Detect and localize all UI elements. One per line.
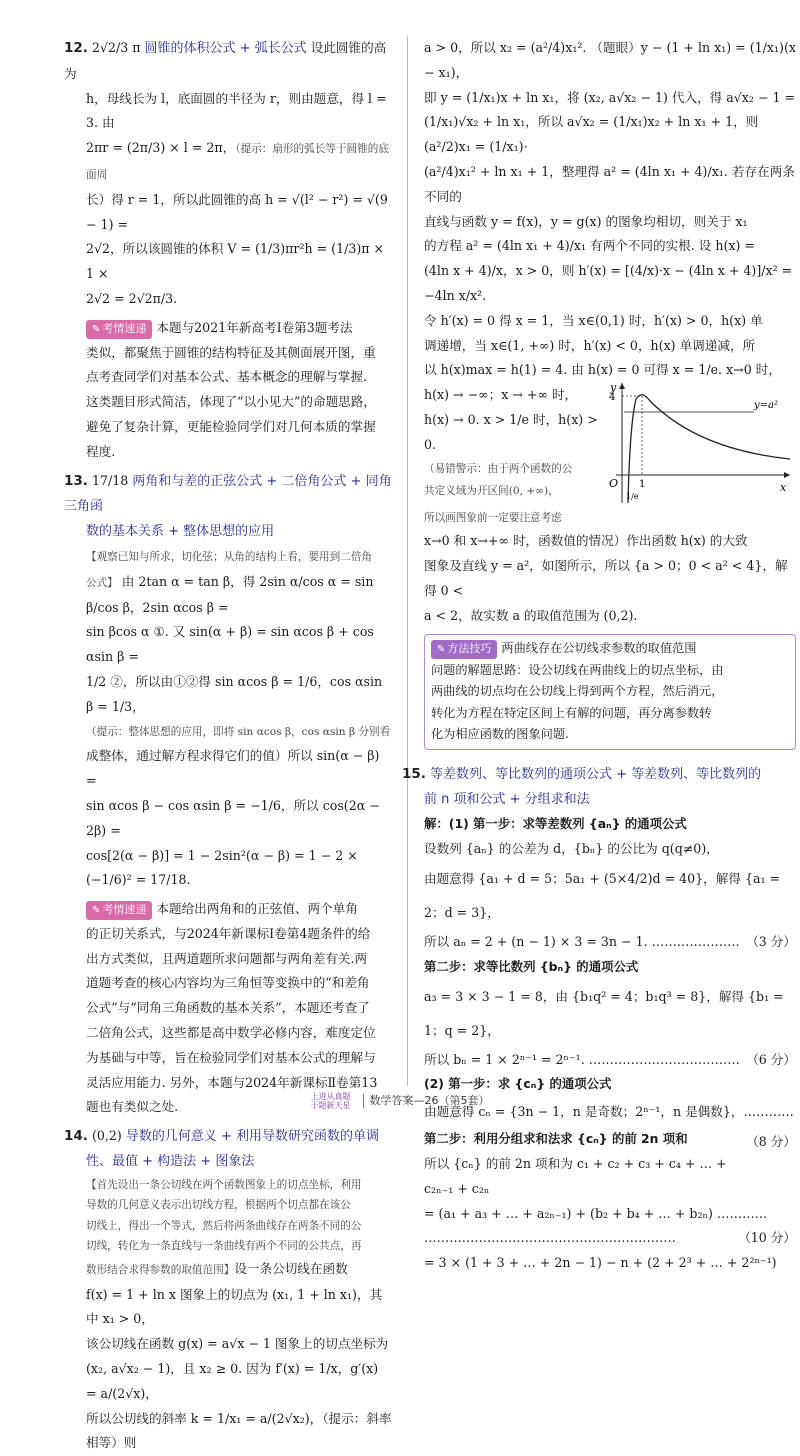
question-number: 13.	[64, 472, 88, 489]
solution-line: 长）得 r = 1，所以此圆锥的高 h = √(l² − r²) = √(9 − 1) =	[86, 191, 388, 232]
analysis-line: 的正切关系式，与2024年新课标Ⅰ卷第4题条件的给	[86, 925, 371, 941]
analysis-tag: ✎ 考情速递	[86, 320, 152, 339]
analysis-line: 为基础与中等，旨在检验同学们对基本公式的理解与	[86, 1049, 376, 1065]
solution-line: 该公切线在函数 g(x) = a√x − 1 图象上的切点坐标为	[86, 1336, 389, 1352]
question-14	[64, 1124, 392, 1150]
analysis-line: 避免了复杂计算，更能检验同学们对几何本质的掌握	[86, 418, 376, 434]
analysis-line: 类似，都聚焦于圆锥的结构特征及其侧面展开图，重	[86, 344, 376, 360]
analysis-line: 二倍角公式，这些都是高中数学必修内容，难度定位	[86, 1025, 376, 1041]
method-line: 化为相应函数的图象问题.	[431, 727, 569, 742]
hint: 切线，转化为一条直线与一条曲线有两个不同的公共点，再	[86, 1240, 362, 1253]
answer: 17/18	[91, 472, 129, 488]
hint: 共定义域为开区间(0, +∞)，	[424, 484, 559, 497]
score: （6 分）	[746, 1051, 796, 1067]
method-line: 转化为方程在特定区间上有解的问题，再分离参数转	[431, 705, 712, 720]
footer-separator	[363, 1094, 364, 1108]
solution-line: h(x) → −∞；x → +∞ 时，	[424, 387, 578, 403]
solution-line: sin βcos α ①. 又 sin(α + β) = sin αcos β + cos αsin β =	[86, 624, 374, 665]
origin-label: O	[609, 477, 619, 491]
right-column	[402, 36, 796, 1276]
method-line: 两曲线存在公切线求参数的取值范围	[501, 641, 697, 656]
step-heading: 第二步：利用分组求和法求 {cₙ} 的前 2n 项和	[424, 1131, 688, 1147]
score: （3 分）	[746, 934, 796, 950]
analysis-block	[86, 316, 392, 465]
question-number: 12.	[64, 40, 88, 56]
question-12	[64, 36, 392, 87]
method-tag: ✎ 方法技巧	[431, 640, 497, 659]
knowledge-points: 导数的几何意义 + 利用导数研究函数的单调	[125, 1129, 379, 1145]
analysis-tag: ✎ 考情速递	[86, 901, 152, 920]
knowledge-points: 等差数列、等比数列的通项公式 + 等差数列、等比数列的	[429, 766, 762, 782]
question-number: 14.	[64, 1128, 88, 1145]
question-number: 15.	[402, 765, 426, 782]
hint: 切线上，得出一个等式，然后将两条曲线存在两条不同的公	[86, 1219, 362, 1232]
solution-line: 所以 bₙ = 1 × 2ⁿ⁻¹ = 2ⁿ⁻¹. ………………………………	[424, 1051, 740, 1067]
solution-line: a < 2，故实数 a 的取值范围为 (0,2).	[424, 607, 638, 623]
solution-line: (1/x₁)√x₂ + ln x₁，所以 a√x₂ = (1/x₁)x₂ + ln x₁ + 1，则 (a²/2)x₁ = (1/x₁)·	[424, 114, 759, 155]
knowledge-points: 圆锥的体积公式 + 弧长公式	[144, 41, 307, 56]
line-label: y=a²	[754, 400, 778, 412]
solution-line: 成整体，通过解方程求得它们的值）所以 sin(α − β) =	[86, 748, 380, 789]
y-axis-arrow	[619, 383, 625, 389]
solution-line: 设此圆锥的高为	[64, 40, 387, 81]
analysis-line: 出方式类似，且两道题所求问题都与两角差有关.两	[86, 950, 368, 966]
solution-line: 2√2，所以该圆锥的体积 V = (1/3)πr²h = (1/3)π × 1 ×	[86, 241, 385, 282]
pen-icon: ✎	[437, 644, 446, 656]
solution-line: 即 y = (1/x₁)x + ln x₁，将 (x₂, a√x₂ − 1) 代入，得 a√x₂ − 1 =	[424, 89, 796, 105]
solution-line: 所以公切线的斜率 k = 1/x₁ = a/(2√x₂)，（提示：斜率相等）则	[86, 1410, 392, 1451]
solution-line: 直线与函数 y = f(x)，y = g(x) 的图象均相切，则关于 x₁	[424, 213, 748, 229]
analysis-line: 题也有类似之处.	[86, 1099, 179, 1115]
analysis-line: 点考查同学们对基本公式、基本概念的理解与掌握.	[86, 369, 368, 385]
solution-line: 2√2 = 2√2π/3.	[86, 290, 178, 306]
page-number: 数学答案—26（第5套）	[369, 1094, 490, 1107]
solution-line: 1/2 ②，所以由①②得 sin αcos β = 1/6，cos αsin β = 1/3，	[86, 673, 383, 714]
max-value-label: 4	[609, 392, 616, 404]
hint-block	[86, 1175, 392, 1257]
solution-line: = 3 × (1 + 3 + … + 2n − 1) − n + (2 + 2³ + … + 2²ⁿ⁻¹)	[424, 1255, 777, 1271]
graph-row	[424, 383, 796, 507]
analysis-line: 本题给出两角和的正弦值、两个单角	[156, 901, 358, 917]
hint: 数形结合求得参数的取值范围】	[86, 1263, 235, 1276]
solution-line: a₃ = 3 × 3 − 1 = 8，由 {b₁q² = 4；b₁q³ = 8}，解得 {b₁ = 1；q = 2}，	[424, 988, 784, 1038]
analysis-line: 公式”与“同角三角函数的基本关系”，本题还考查了	[86, 1000, 370, 1016]
step-heading: 第二步：求等比数列 {bₙ} 的通项公式	[424, 958, 639, 974]
solution-line: ……………………………………………………	[424, 1230, 676, 1246]
hint: 【首先设出一条公切线在两个函数图象上的切点坐标，利用	[86, 1178, 362, 1191]
hint: 所以画图象前一定要注意考虑	[424, 512, 562, 525]
method-tips-box	[424, 634, 796, 750]
solution-line: 所以 aₙ = 2 + (n − 1) × 3 = 3n − 1. …………………	[424, 934, 740, 950]
solution-line: (a²/4)x₁² + ln x₁ + 1，整理得 a² = (4ln x₁ + 4)/x₁. 若存在两条不同的	[424, 163, 795, 204]
score: （8 分）	[746, 1134, 796, 1150]
solution-line: 的方程 a² = (4ln x₁ + 4)/x₁ 有两个不同的实根. 设 h(x) =	[424, 238, 755, 254]
analysis-line: 道题考查的核心内容均为三角恒等变换中的“和差角	[86, 975, 370, 991]
solution-line: 设一条公切线在函数	[234, 1260, 348, 1276]
solution-line: 调递增，当 x∈(1, +∞) 时，h′(x) < 0，h(x) 单调递减，所	[424, 337, 756, 353]
x-axis-arrow	[784, 472, 790, 478]
solution-line: h，母线长为 l，底面圆的半径为 r，则由题意，得 l = 3. 由	[86, 90, 387, 131]
step-heading: 解：(1) 第一步：求等差数列 {aₙ} 的通项公式	[424, 816, 687, 832]
question-15	[402, 762, 796, 788]
knowledge-points: 两角和与差的正弦公式 + 二倍角公式 + 同角三角函	[64, 473, 392, 515]
publisher-logo: 上进从真题 干题新天星	[310, 1092, 351, 1110]
knowledge-points: 性、最值 + 构造法 + 图象法	[86, 1154, 255, 1170]
method-line: 问题的解题思路：设公切线在两曲线上的切点坐标，由	[431, 662, 724, 677]
page-footer	[0, 1092, 800, 1110]
hint: 公式】	[86, 576, 118, 589]
y-axis-label: y	[610, 381, 617, 395]
pen-icon: ✎	[92, 323, 101, 335]
solution-line: h(x) → 0. x > 1/e 时，h(x) > 0.	[424, 411, 598, 452]
solution-line: 2πr = (2π/3) × l = 2π，	[86, 140, 236, 156]
tick-label-1-over-e: 1/e	[626, 492, 639, 502]
analysis-line: 灵活应用能力. 另外，本题与2024年新课标Ⅱ卷第13	[86, 1074, 378, 1090]
solution-line: = (a₁ + a₃ + … + a₂ₙ₋₁) + (b₂ + b₄ + … + b₂ₙ) …………	[424, 1205, 768, 1221]
solution-line: 由 2tan α = tan β，得 2sin α/cos α = sin β/cos β，2sin αcos β =	[86, 573, 374, 615]
analysis-line: 程度.	[86, 443, 116, 459]
solution-line: 由题意得 cₙ = {3n − 1，n 是奇数；2ⁿ⁻¹，n 是偶数}，…………	[424, 1104, 794, 1120]
solution-line: 所以 {cₙ} 的前 2n 项和为 c₁ + c₂ + c₃ + c₄ + … + c₂ₙ₋₁ + c₂ₙ	[424, 1156, 727, 1196]
score: （10 分）	[738, 1230, 796, 1246]
step-heading: (2) 第一步：求 {cₙ} 的通项公式	[424, 1076, 612, 1092]
solution-line: cos[2(α − β)] = 1 − 2sin²(α − β) = 1 − 2 × (−1/6)² = 17/18.	[86, 847, 358, 888]
solution-line: (x₂, a√x₂ − 1)，且 x₂ ≥ 0. 因为 f′(x) = 1/x，g′(x) = a/(2√x)，	[86, 1361, 379, 1401]
solution-line: 以 h(x)max = h(1) = 4. 由 h(x) = 0 可得 x = 1/e. x→0 时，	[424, 362, 781, 378]
column-divider	[407, 36, 408, 1086]
analysis-line: 这类题目形式简洁，体现了“以小见大”的命题思路，	[86, 394, 376, 410]
hint: （提示：扇形的弧长等于圆锥的底面周	[86, 143, 389, 181]
solution-line: f(x) = 1 + ln x 图象上的切点为 (x₁, 1 + ln x₁)，其中 x₁ > 0，	[86, 1286, 383, 1327]
method-line: 两曲线的切点均在公切线上得到两个方程，然后消元，	[431, 684, 724, 699]
solution-line: x→0 和 x→+∞ 时，函数值的情况）作出函数 h(x) 的大致	[424, 533, 748, 549]
solution-line: 由题意得 {a₁ + d = 5；5a₁ + (5×4/2)d = 40}，解得 {a₁ = 2；d = 3}，	[424, 871, 781, 921]
solution-line: 令 h′(x) = 0 得 x = 1，当 x∈(0,1) 时，h′(x) > 0，h(x) 单	[424, 312, 763, 328]
hint: （易错警示：由于两个函数的公	[424, 462, 573, 475]
analysis-line: 本题与2021年新高考Ⅰ卷第3题考法	[156, 319, 353, 335]
hint: 【观察已知与所求，切化弦；从角的结构上看，要用到二倍角	[86, 550, 373, 563]
solution-line: a > 0，所以 x₂ = (a²/4)x₁². （题眼）y − (1 + ln x₁) = (1/x₁)(x − x₁)，	[424, 40, 796, 80]
knowledge-points: 前 n 项和公式 + 分组求和法	[424, 791, 590, 807]
solution-line: 图象及直线 y = a²，如图所示，所以 {a > 0；0 < a² < 4}，解得 0 <	[424, 557, 788, 598]
solution-line: sin αcos β − cos αsin β = −1/6，所以 cos(2α − 2β) =	[86, 797, 380, 838]
tick-label-1: 1	[639, 479, 646, 491]
question-13	[64, 469, 392, 521]
solution-line: 设数列 {aₙ} 的公差为 d，{bₙ} 的公比为 q(q≠0)，	[424, 841, 719, 857]
pen-icon: ✎	[92, 905, 101, 917]
left-column	[64, 36, 392, 1456]
answer: (0,2)	[91, 1128, 122, 1144]
hint: （提示：整体思想的应用，即将 sin αcos β，cos αsin β 分别看	[86, 725, 391, 738]
answer: 2√2/3 π	[91, 40, 141, 55]
solution-line: (4ln x + 4)/x，x > 0，则 h′(x) = [(4/x)·x − (4ln x + 4)]/x² = −4ln x/x².	[424, 263, 793, 303]
knowledge-points: 数的基本关系 + 整体思想的应用	[86, 524, 275, 540]
function-graph	[604, 379, 794, 507]
analysis-block	[86, 897, 392, 1120]
hint: 导数的几何意义表示出切线方程，根据两个切点都在该公	[86, 1199, 351, 1212]
x-axis-label: x	[780, 481, 787, 495]
